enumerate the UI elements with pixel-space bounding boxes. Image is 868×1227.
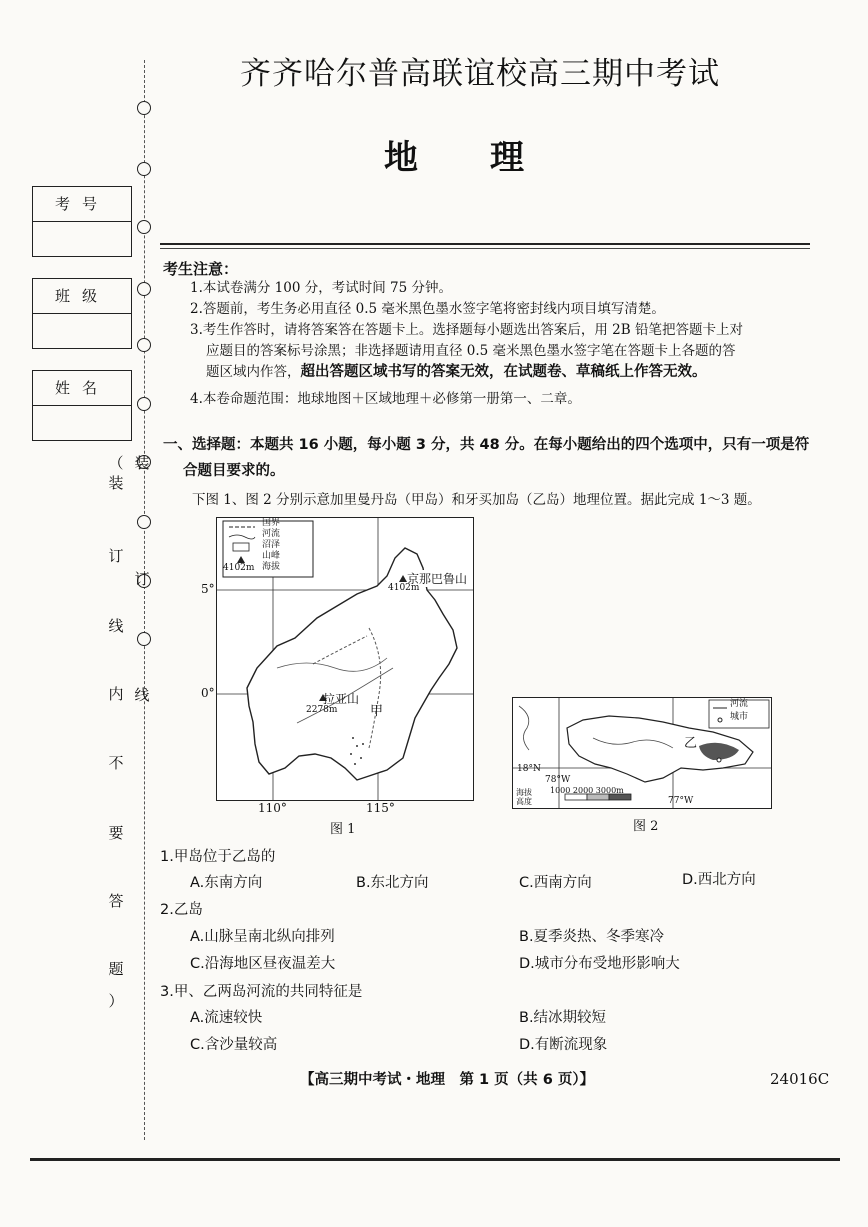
option-c[interactable]: C.沿海地区昼夜温差大 — [190, 956, 336, 972]
field-blank[interactable] — [33, 222, 131, 256]
name-box[interactable] — [32, 370, 132, 441]
binding-note-char: 装 — [108, 474, 124, 492]
option-a[interactable]: A.山脉呈南北纵向排列 — [190, 929, 335, 945]
binding-note-char: 题 — [108, 960, 124, 978]
lat-label: 0° — [201, 686, 215, 700]
fig1-legend: 国界 河流 沼泽 山峰 海拔 — [262, 518, 281, 572]
option-b[interactable]: B.东北方向 — [356, 875, 429, 891]
field-blank[interactable] — [33, 314, 131, 348]
lat-label: 5° — [201, 582, 215, 596]
binding-note-char: 线 — [108, 617, 124, 635]
note-item: 2.答题前，考生务必用直径 0.5 毫米黑色墨水签字笔将密封线内项目填写清楚。 — [190, 301, 665, 317]
option-d[interactable]: D.西北方向 — [682, 872, 756, 888]
binding-note-char: 内 — [108, 685, 124, 703]
lon-label: 78°W — [545, 775, 571, 785]
lon-label: 77°W — [668, 796, 694, 806]
option-c[interactable]: C.含沙量较高 — [190, 1037, 278, 1053]
binding-line-char: 装 — [134, 454, 150, 472]
option-a[interactable]: A.流速较快 — [190, 1010, 263, 1026]
binding-hole — [137, 101, 151, 115]
note-item: 4.本卷命题范围：地球地图＋区域地理＋必修第一册第一、二章。 — [190, 391, 581, 407]
class-box[interactable] — [32, 278, 132, 349]
binding-hole — [137, 397, 151, 411]
figure-1-caption: 图 1 — [330, 822, 356, 837]
peak-label: 京那巴鲁山 — [407, 572, 468, 586]
bottom-rule — [30, 1158, 840, 1161]
header-rule — [160, 243, 810, 245]
binding-note-char: 要 — [108, 824, 124, 842]
binding-note-char: ） — [108, 992, 124, 1010]
peak-elevation: 4102m — [388, 583, 420, 593]
field-label: 姓名 — [33, 371, 131, 406]
question-intro: 下图 1、图 2 分别示意加里曼丹岛（甲岛）和牙买加岛（乙岛）地理位置。据此完成 1～3 题。 — [192, 492, 761, 508]
note-item: 3.考生作答时，请将答案答在答题卡上。选择题每小题选出答案后，用 2B 铅笔把答题卡上对 — [190, 322, 743, 338]
lon-label: 115° — [366, 801, 395, 815]
option-b[interactable]: B.夏季炎热、冬季寒冷 — [519, 929, 665, 945]
option-d[interactable]: D.有断流现象 — [519, 1037, 608, 1053]
field-label: 考号 — [33, 187, 131, 222]
scale-values: 1000 2000 3000m — [550, 786, 624, 795]
section-heading: 一、选择题：本题共 16 小题，每小题 3 分，共 48 分。在每小题给出的四个选项中，只有一项是符 合题目要求的。 — [163, 437, 810, 479]
binding-note-char: （ — [108, 454, 124, 472]
exam-number-box[interactable] — [32, 186, 132, 257]
exam-title: 齐齐哈尔普高联谊校高三期中考试 — [240, 56, 720, 92]
figure-2-caption: 图 2 — [633, 819, 659, 834]
notes-heading: 考生注意： — [163, 260, 239, 278]
peak-elevation: 2278m — [306, 705, 338, 715]
subject-title: 地理 — [384, 138, 596, 178]
figure-1-map — [216, 517, 474, 801]
binding-hole — [137, 632, 151, 646]
lat-label: 18°N — [517, 764, 541, 774]
binding-note-char: 不 — [108, 754, 124, 772]
note-item: 题区域内作答，超出答题区域书写的答案无效，在试题卷、草稿纸上作答无效。 — [206, 364, 707, 380]
peak-label: 拉亚山 — [323, 692, 360, 706]
binding-hole — [137, 338, 151, 352]
island-label: 乙 — [684, 736, 698, 751]
binding-hole — [137, 515, 151, 529]
question-stem: 2.乙岛 — [160, 902, 203, 918]
paper-code: 24016C — [770, 1070, 830, 1088]
option-b[interactable]: B.结冰期较短 — [519, 1010, 607, 1026]
binding-line-char: 订 — [134, 570, 150, 588]
binding-note-char: 订 — [108, 547, 124, 565]
page-footer: 【高三期中考试・地理 第 1 页（共 6 页）】 — [300, 1072, 595, 1088]
field-label: 班级 — [33, 279, 131, 314]
field-blank[interactable] — [33, 406, 131, 440]
binding-hole — [137, 220, 151, 234]
binding-line-char: 线 — [134, 686, 150, 704]
binding-note-char: 答 — [108, 892, 124, 910]
binding-hole — [137, 162, 151, 176]
option-d[interactable]: D.城市分布受地形影响大 — [519, 956, 680, 972]
note-emphasis: 超出答题区域书写的答案无效，在试题卷、草稿纸上作答无效。 — [300, 364, 707, 380]
note-item: 应题目的答案标号涂黑；非选择题请用直径 0.5 毫米黑色墨水签字笔在答题卡上各题的答 — [206, 343, 736, 359]
legend-elev: 4102m — [223, 563, 255, 573]
note-item: 1.本试卷满分 100 分，考试时间 75 分钟。 — [190, 280, 452, 296]
question-stem: 1.甲岛位于乙岛的 — [160, 849, 276, 865]
lon-label: 110° — [258, 801, 287, 815]
borneo-map-svg — [217, 518, 473, 800]
header-rule — [160, 248, 810, 249]
option-c[interactable]: C.西南方向 — [519, 875, 592, 891]
question-stem: 3.甲、乙两岛河流的共同特征是 — [160, 984, 363, 1000]
island-label: 甲 — [370, 704, 384, 719]
scale-title: 海拔 高度 — [516, 788, 532, 806]
binding-hole — [137, 282, 151, 296]
fig2-legend: 河流 城市 — [730, 699, 749, 722]
option-a[interactable]: A.东南方向 — [190, 875, 263, 891]
